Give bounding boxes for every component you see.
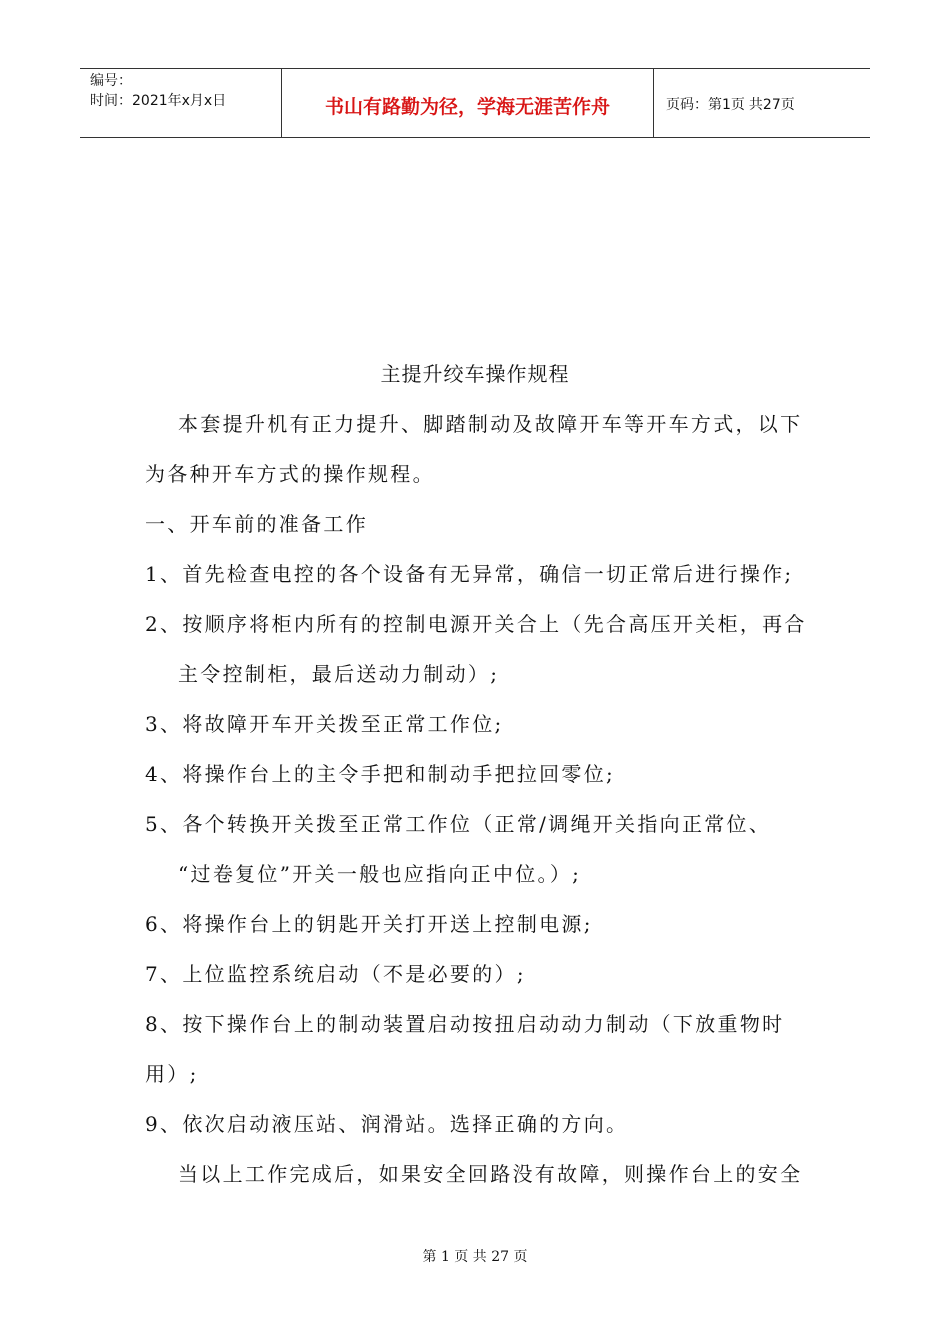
document-header xyxy=(80,68,870,138)
section-heading: 一、开车前的准备工作 xyxy=(145,512,368,536)
total-label: 共27页 xyxy=(748,97,795,113)
list-item: 7、上位监控系统启动（不是必要的）; xyxy=(145,962,526,986)
list-item: 8、按下操作台上的制动装置启动按扭启动动力制动（下放重物时 xyxy=(145,1012,785,1036)
header-page-info xyxy=(654,69,870,137)
list-item-continuation: 主令控制柜，最后送动力制动）; xyxy=(178,662,500,686)
list-item: 5、各个转换开关拨至正常工作位（正常/调绳开关指向正常位、 xyxy=(145,812,772,836)
list-item: 1、首先检查电控的各个设备有无异常，确信一切正常后进行操作; xyxy=(145,562,794,586)
list-item: 6、将操作台上的钥匙开关打开送上控制电源; xyxy=(145,912,593,936)
document-title: 主提升绞车操作规程 xyxy=(380,362,570,386)
paragraph-line: 本套提升机有正力提升、脚踏制动及故障开车等开车方式，以下 xyxy=(178,412,803,436)
list-item: 3、将故障开车开关拨至正常工作位; xyxy=(145,712,504,736)
list-item: 9、依次启动液压站、润滑站。选择正确的方向。 xyxy=(145,1112,629,1136)
paragraph-line: 为各种开车方式的操作规程。 xyxy=(145,462,435,486)
number-label: 编号： xyxy=(90,73,132,89)
header-motto: 书山有路勤为径，学海无涯苦作舟 xyxy=(282,69,654,137)
list-item: 2、按顺序将柜内所有的控制电源开关合上（先合高压开关柜，再合 xyxy=(145,612,807,636)
header-meta xyxy=(80,69,282,137)
page-label: 页码：第1页 xyxy=(666,97,745,113)
list-item-continuation: 用）; xyxy=(145,1062,199,1086)
page-footer: 第 1 页 共 27 页 xyxy=(422,1249,528,1265)
paragraph-line: 当以上工作完成后，如果安全回路没有故障，则操作台上的安全 xyxy=(178,1162,803,1186)
time-label: 时间：2021年x月x日 xyxy=(90,93,227,109)
list-item-continuation: “过卷复位”开关一般也应指向正中位。）; xyxy=(178,862,582,886)
list-item: 4、将操作台上的主令手把和制动手把拉回零位; xyxy=(145,762,616,786)
